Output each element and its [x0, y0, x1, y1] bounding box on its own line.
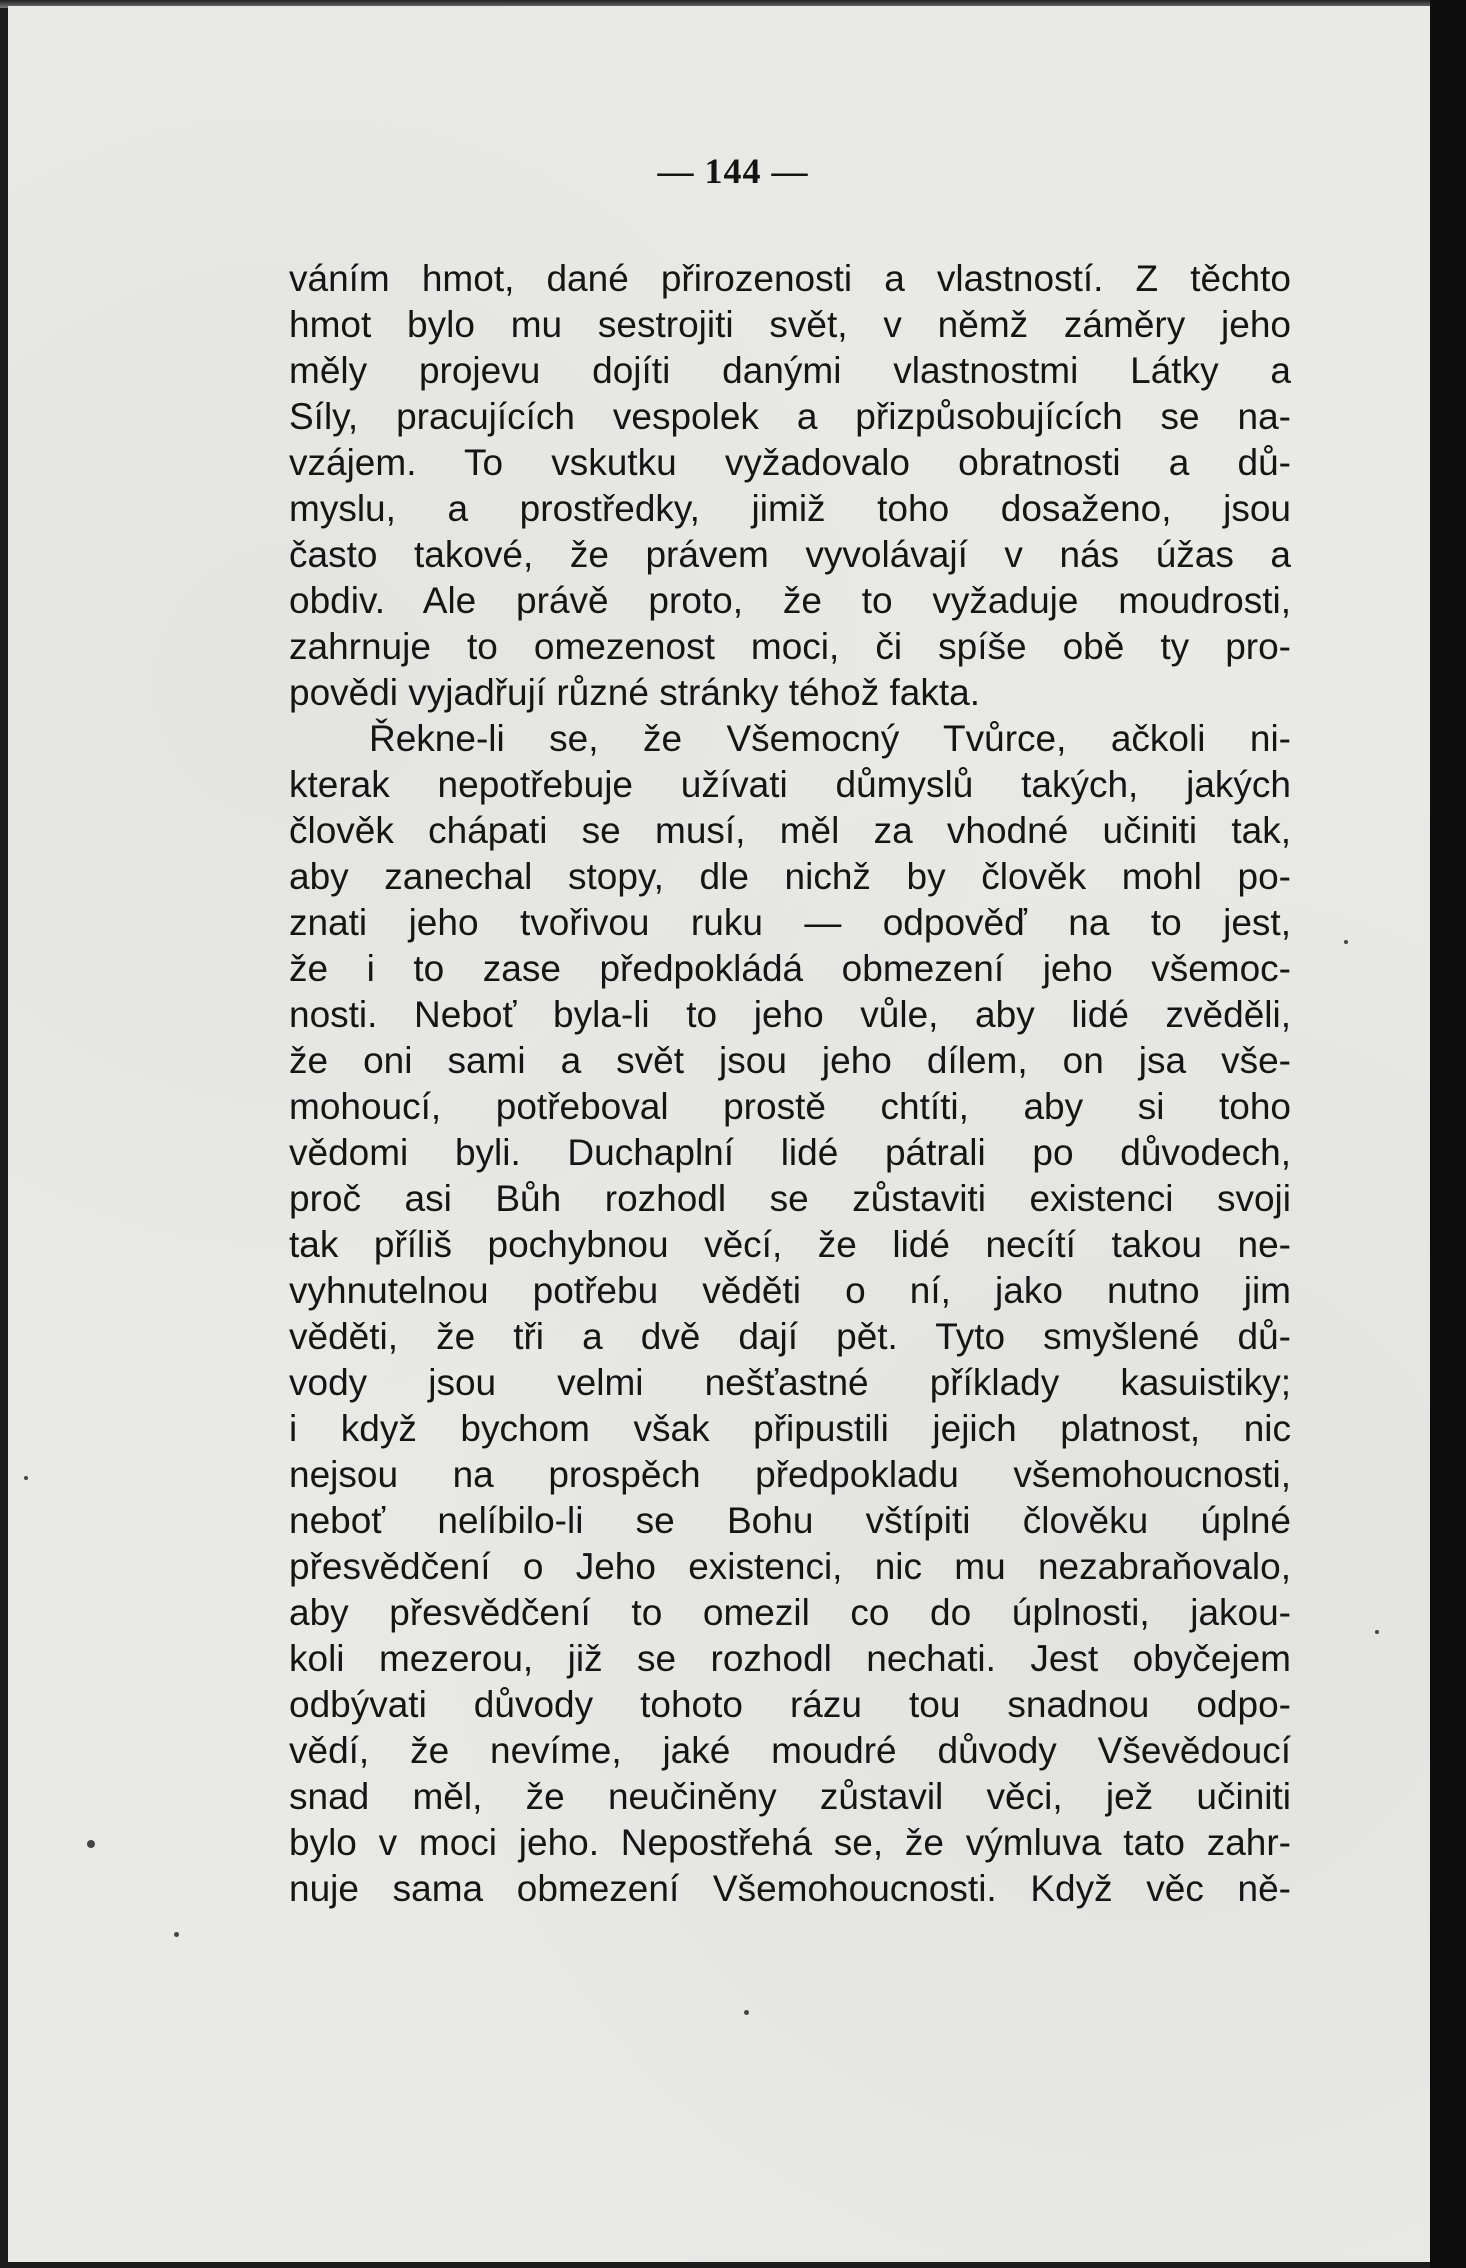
text-line: mohoucí, potřeboval prostě chtíti, aby si toho — [289, 1086, 1291, 1127]
text-line: často takové, že právem vyvolávají v nás úžas a — [289, 534, 1291, 575]
text-line: obdiv. Ale právě proto, že to vyžaduje moudrosti, — [289, 580, 1291, 621]
text-line: člověk chápati se musí, měl za vhodné učiniti tak, — [289, 810, 1291, 851]
text-line: vzájem. To vskutku vyžadovalo obratnosti a dů- — [289, 442, 1291, 483]
page-number: — 144 — — [657, 151, 809, 191]
text-line: Síly, pracujících vespolek a přizpůsobujících se na- — [289, 396, 1291, 437]
text-line: váním hmot, dané přirozenosti a vlastností. Z těchto — [289, 258, 1291, 299]
text-line: koli mezerou, již se rozhodl nechati. Jest obyčejem — [289, 1638, 1291, 1679]
text-line: vědí, že nevíme, jaké moudré důvody Vševědoucí — [289, 1730, 1291, 1771]
text-line: vody jsou velmi nešťastné příklady kasuistiky; — [289, 1362, 1291, 1403]
text-line: znati jeho tvořivou ruku — odpověď na to jest, — [289, 902, 1291, 943]
body-text — [289, 256, 1291, 1912]
text-line: přesvědčení o Jeho existenci, nic mu nezabraňovalo, — [289, 1546, 1291, 1587]
text-line: že oni sami a svět jsou jeho dílem, on jsa vše- — [289, 1040, 1291, 1081]
scan-right-edge — [1430, 0, 1466, 2268]
text-line: aby přesvědčení to omezil co do úplnosti, jakou- — [289, 1592, 1291, 1633]
scan-speck — [1375, 1630, 1379, 1634]
text-line: kterak nepotřebuje užívati důmyslů takých, jakých — [289, 764, 1291, 805]
text-line: myslu, a prostředky, jimiž toho dosaženo, jsou — [289, 488, 1291, 529]
text-line: bylo v moci jeho. Nepostřehá se, že výmluva tato zahr- — [289, 1822, 1291, 1863]
text-line: i když bychom však připustili jejich platnost, nic — [289, 1408, 1291, 1449]
text-line: zahrnuje to omezenost moci, či spíše obě ty pro- — [289, 626, 1291, 667]
text-line: nejsou na prospěch předpokladu všemohoucnosti, — [289, 1454, 1291, 1495]
text-line: věděti, že tři a dvě dají pět. Tyto smyšlené dů- — [289, 1316, 1291, 1357]
scan-speck — [174, 1932, 179, 1937]
text-line: snad měl, že neučiněny zůstavil věci, jež učiniti — [289, 1776, 1291, 1817]
text-line: proč asi Bůh rozhodl se zůstaviti existenci svoji — [289, 1178, 1291, 1219]
scan-speck — [24, 1476, 28, 1480]
text-line: měly projevu dojíti danými vlastnostmi Látky a — [289, 350, 1291, 391]
scan-speck — [744, 2010, 749, 2015]
text-line: vyhnutelnou potřebu věděti o ní, jako nutno jim — [289, 1270, 1291, 1311]
text-line: povědi vyjadřují různé stránky téhož fakta. — [289, 672, 981, 713]
text-line: vědomi byli. Duchaplní lidé pátrali po důvodech, — [289, 1132, 1291, 1173]
text-line: nosti. Neboť byla-li to jeho vůle, aby lidé zvěděli, — [289, 994, 1291, 1035]
text-line: hmot bylo mu sestrojiti svět, v němž záměry jeho — [289, 304, 1291, 345]
text-line: aby zanechal stopy, dle nichž by člověk mohl po- — [289, 856, 1291, 897]
text-line: nuje sama obmezení Všemohoucnosti. Když věc ně- — [289, 1868, 1291, 1909]
text-line: že i to zase předpokládá obmezení jeho všemoc- — [289, 948, 1291, 989]
scan-speck — [1344, 940, 1348, 944]
scan-speck — [87, 1840, 95, 1848]
text-line: Řekne-li se, že Všemocný Tvůrce, ačkoli ni- — [369, 718, 1291, 759]
text-line: tak příliš pochybnou věcí, že lidé necítí takou ne- — [289, 1224, 1291, 1265]
text-line: odbývati důvody tohoto rázu tou snadnou odpo- — [289, 1684, 1291, 1725]
text-line: neboť nelíbilo-li se Bohu vštípiti člověku úplné — [289, 1500, 1291, 1541]
